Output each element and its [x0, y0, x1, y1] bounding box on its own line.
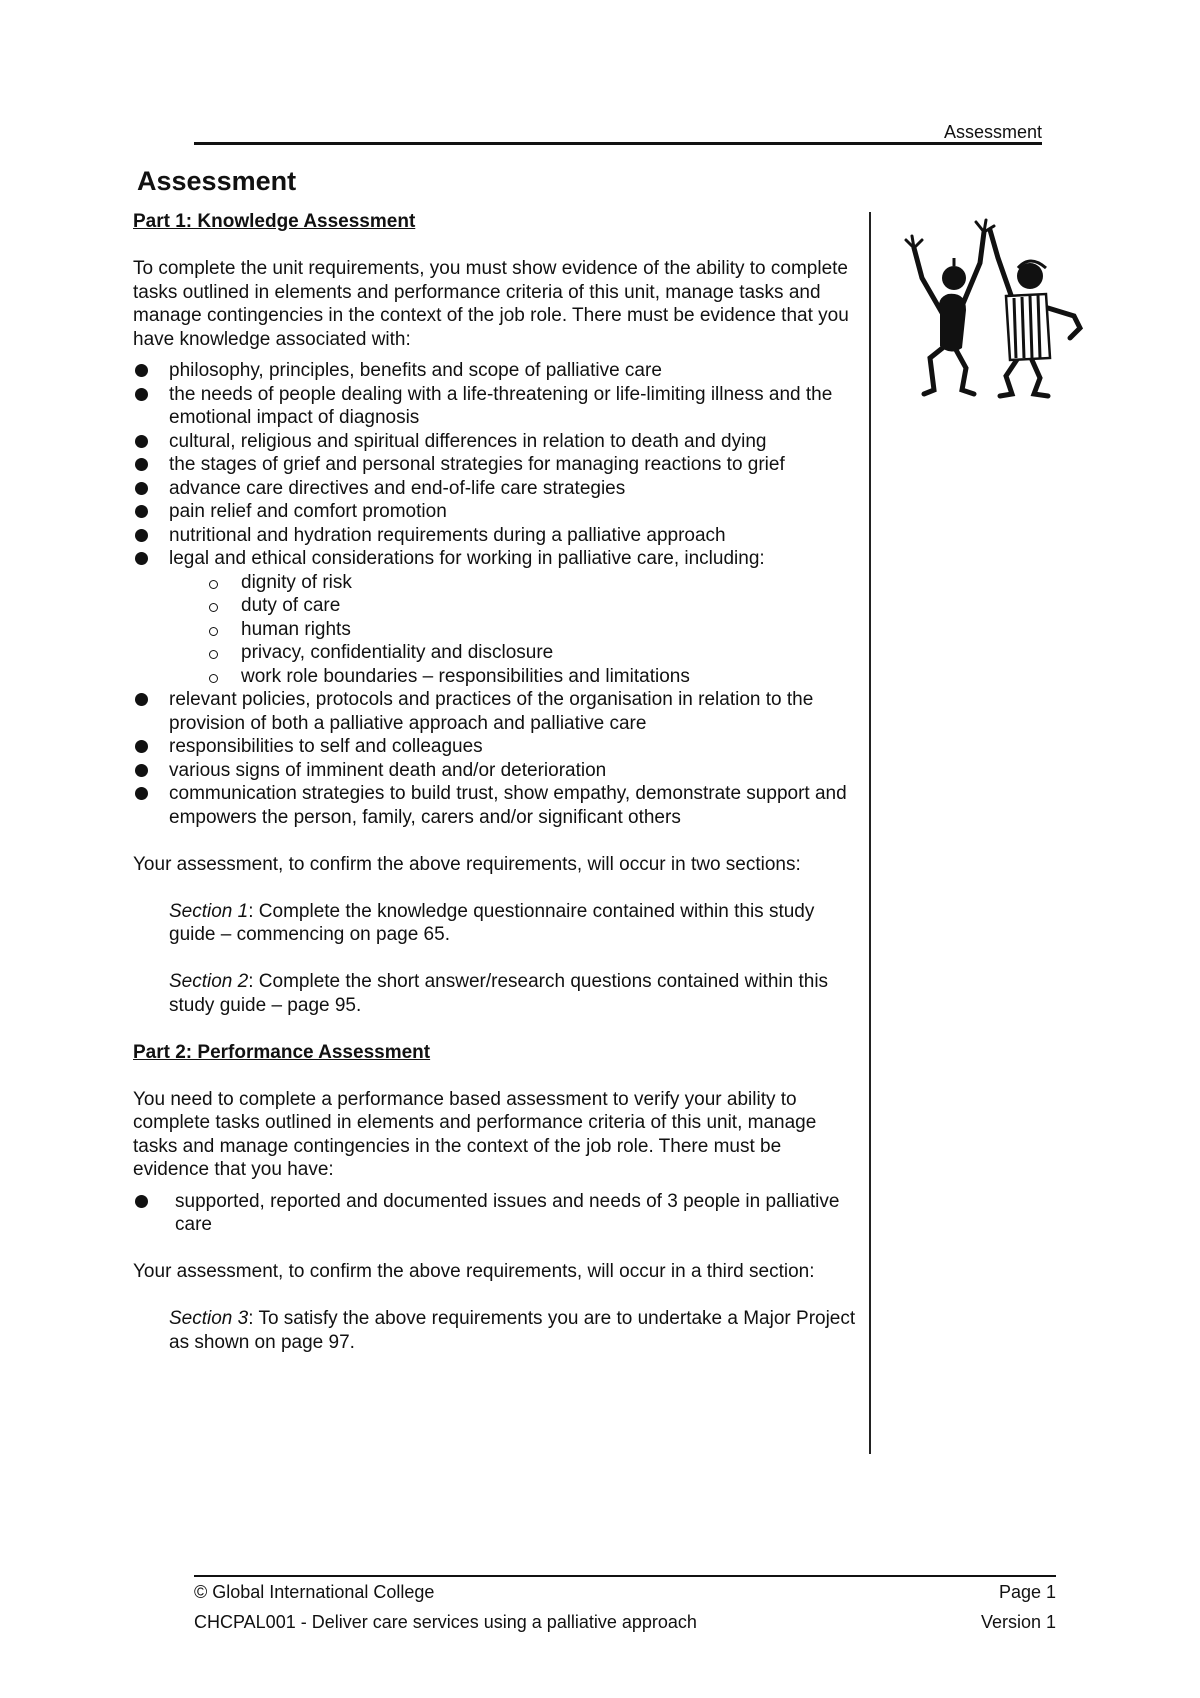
- bullet-icon: [135, 1195, 148, 1208]
- hollow-bullet-icon: [209, 674, 218, 683]
- part1-sections-intro: Your assessment, to confirm the above requirements, will occur in two sections:: [133, 853, 801, 875]
- hollow-bullet-icon: [209, 627, 218, 636]
- sub-list-item: human rights: [133, 618, 861, 642]
- list-item: nutritional and hydration requirements during a palliative approach: [133, 524, 861, 548]
- part1-intro: To complete the unit requirements, you must show evidence of the ability to complete tasks outlined in elements and performance criteria of this unit, manage tasks and manage contingencies in the context of the job role. There must be evidence that you have knowledge associated with:: [133, 258, 849, 350]
- footer-version: Version 1: [980, 1612, 1056, 1632]
- part1-heading: Part 1: Knowledge Assessment: [133, 211, 416, 232]
- sub-list-item: dignity of risk: [133, 571, 861, 595]
- list-item: advance care directives and end-of-life care strategies: [133, 477, 861, 501]
- list-item: relevant policies, protocols and practices of the organisation in relation to the provision of both a palliative approach and palliative care: [133, 688, 861, 735]
- page-title: Assessment: [137, 166, 297, 196]
- footer-row-2: [194, 1612, 1056, 1633]
- performance-list: [133, 1190, 861, 1237]
- list-item: supported, reported and documented issues and needs of 3 people in palliative care: [133, 1190, 861, 1237]
- bullet-icon: [135, 388, 148, 401]
- legal-considerations-list: [133, 571, 861, 689]
- list-item: the stages of grief and personal strategies for managing reactions to grief: [133, 453, 861, 477]
- list-item: various signs of imminent death and/or deterioration: [133, 759, 861, 783]
- sub-list-item: privacy, confidentiality and disclosure: [133, 641, 861, 665]
- part2-heading: Part 2: Performance Assessment: [133, 1041, 431, 1063]
- list-item: the needs of people dealing with a life-threatening or life-limiting illness and the emotional impact of diagnosis: [133, 383, 861, 430]
- bullet-icon: [135, 740, 148, 753]
- footer-page-number: Page 1: [998, 1582, 1056, 1602]
- celebrating-figures-illustration: [900, 218, 1088, 400]
- part2-sections-intro: Your assessment, to confirm the above requirements, will occur in a third section:: [133, 1261, 815, 1282]
- sub-list-item: duty of care: [133, 594, 861, 618]
- knowledge-list-continued: [133, 688, 861, 829]
- bullet-icon: [135, 764, 148, 777]
- section3-text: Section 3: To satisfy the above requirements you are to undertake a Major Project as shown on page 97.: [169, 1308, 856, 1353]
- header-rule: [194, 142, 1042, 145]
- bullet-icon: [135, 458, 148, 471]
- section2-text: Section 2: Complete the short answer/research questions contained within this study guide – page 95.: [169, 971, 829, 1016]
- list-item: communication strategies to build trust, show empathy, demonstrate support and empowers the person, family, carers and/or significant others: [133, 782, 861, 829]
- bullet-icon: [135, 364, 148, 377]
- list-item: philosophy, principles, benefits and scope of palliative care: [133, 359, 861, 383]
- list-item: responsibilities to self and colleagues: [133, 735, 861, 759]
- bullet-icon: [135, 787, 148, 800]
- bullet-icon: [135, 482, 148, 495]
- bullet-icon: [135, 693, 148, 706]
- bullet-icon: [135, 435, 148, 448]
- main-content: [133, 210, 861, 1354]
- list-item: cultural, religious and spiritual differences in relation to death and dying: [133, 430, 861, 454]
- hollow-bullet-icon: [209, 650, 218, 659]
- bullet-icon: [135, 505, 148, 518]
- footer-row-1: [194, 1582, 1056, 1603]
- bullet-icon: [135, 552, 148, 565]
- hollow-bullet-icon: [209, 603, 218, 612]
- part2-intro: You need to complete a performance based assessment to verify your ability to complete tasks outlined in elements and performance criteria of this unit, manage tasks and manage contingencies in the context of the job role. There must be evidence that you have:: [133, 1088, 817, 1180]
- knowledge-list: [133, 359, 861, 571]
- footer-rule: [194, 1575, 1056, 1577]
- sidebar-divider: [869, 212, 871, 1454]
- sub-list-item: work role boundaries – responsibilities and limitations: [133, 665, 861, 689]
- footer-course: CHCPAL001 - Deliver care services using a palliative approach: [194, 1612, 697, 1632]
- bullet-icon: [135, 529, 148, 542]
- section1-text: Section 1: Complete the knowledge questionnaire contained within this study guide – commencing on page 65.: [169, 900, 815, 945]
- hollow-bullet-icon: [209, 580, 218, 589]
- list-item: pain relief and comfort promotion: [133, 500, 861, 524]
- footer-copyright: © Global International College: [194, 1582, 435, 1602]
- running-header: Assessment: [943, 122, 1042, 142]
- list-item: legal and ethical considerations for working in palliative care, including:: [133, 547, 861, 571]
